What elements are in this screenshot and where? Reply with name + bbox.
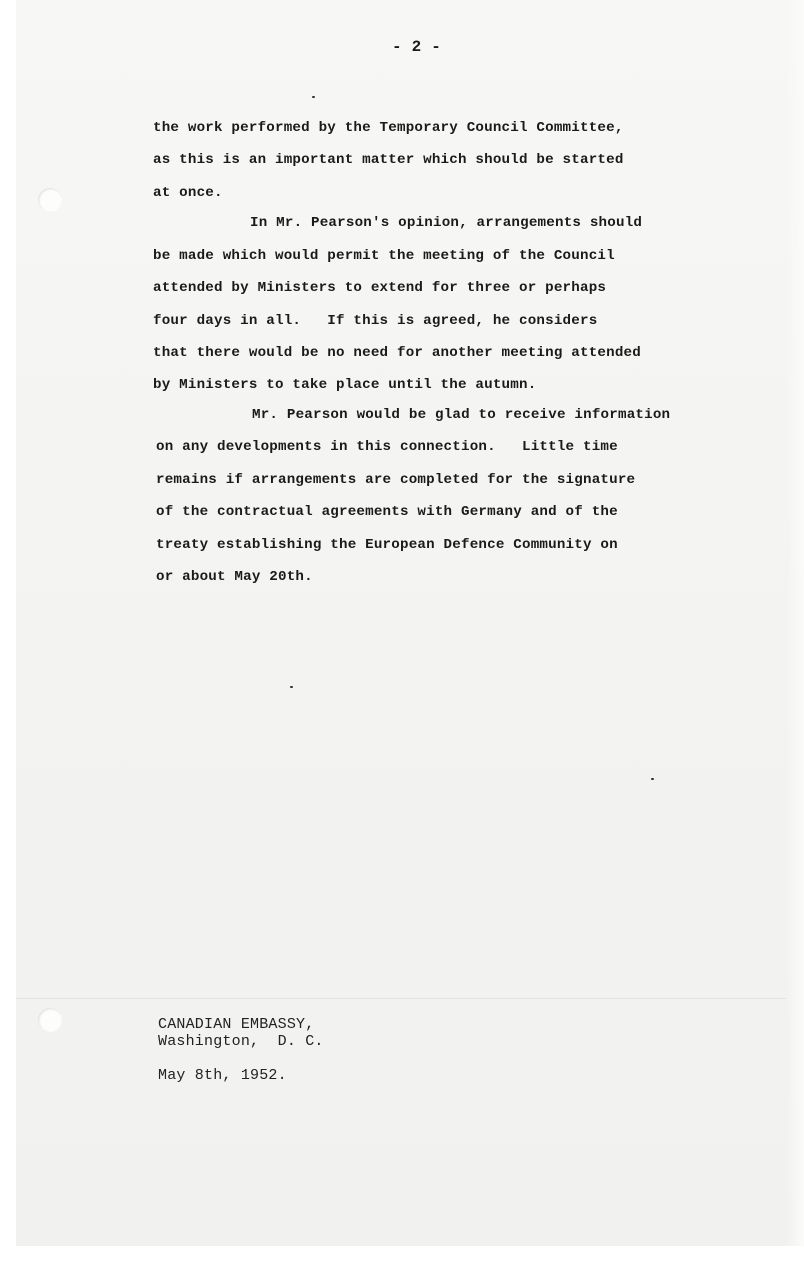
- punch-hole: [38, 188, 62, 212]
- paragraph-2-line-6: by Ministers to take place until the autumn.: [153, 377, 537, 393]
- paragraph-3-line-3: remains if arrangements are completed for the signature: [156, 472, 636, 488]
- ink-speck: [651, 778, 654, 780]
- paragraph-1-line-2: as this is an important matter which should be started: [153, 152, 624, 168]
- punch-hole: [38, 1008, 62, 1032]
- paragraph-1-line-3: at once.: [153, 185, 223, 201]
- paper-fold: [16, 998, 786, 999]
- paper-edge-right: [786, 0, 804, 1267]
- paper-edge-bottom: [0, 1246, 804, 1267]
- paragraph-2-line-3: attended by Ministers to extend for three or perhaps: [153, 280, 607, 296]
- paragraph-2-line-2: be made which would permit the meeting of the Council: [153, 248, 615, 264]
- ink-speck: [290, 686, 293, 688]
- paragraph-3-line-4: of the contractual agreements with Germany and of the: [156, 504, 618, 520]
- paragraph-3-line-1: Mr. Pearson would be glad to receive information: [252, 407, 671, 423]
- paragraph-1-line-1: the work performed by the Temporary Council Committee,: [153, 120, 624, 136]
- paragraph-2-line-4: four days in all. If this is agreed, he considers: [153, 313, 598, 329]
- closing-date: May 8th, 1952.: [158, 1067, 287, 1084]
- paragraph-2-line-1: In Mr. Pearson's opinion, arrangements should: [250, 215, 643, 231]
- paragraph-3-line-5: treaty establishing the European Defence Community on: [156, 537, 618, 553]
- paragraph-3-line-2: on any developments in this connection. Little time: [156, 439, 618, 455]
- closing-sender: CANADIAN EMBASSY,: [158, 1016, 315, 1033]
- paragraph-3-line-6: or about May 20th.: [156, 569, 313, 585]
- ink-speck: [312, 96, 315, 98]
- paper-edge-left: [0, 0, 16, 1267]
- closing-location: Washington, D. C.: [158, 1033, 324, 1050]
- paragraph-2-line-5: that there would be no need for another meeting attended: [153, 345, 641, 361]
- page-number: - 2 -: [392, 38, 442, 56]
